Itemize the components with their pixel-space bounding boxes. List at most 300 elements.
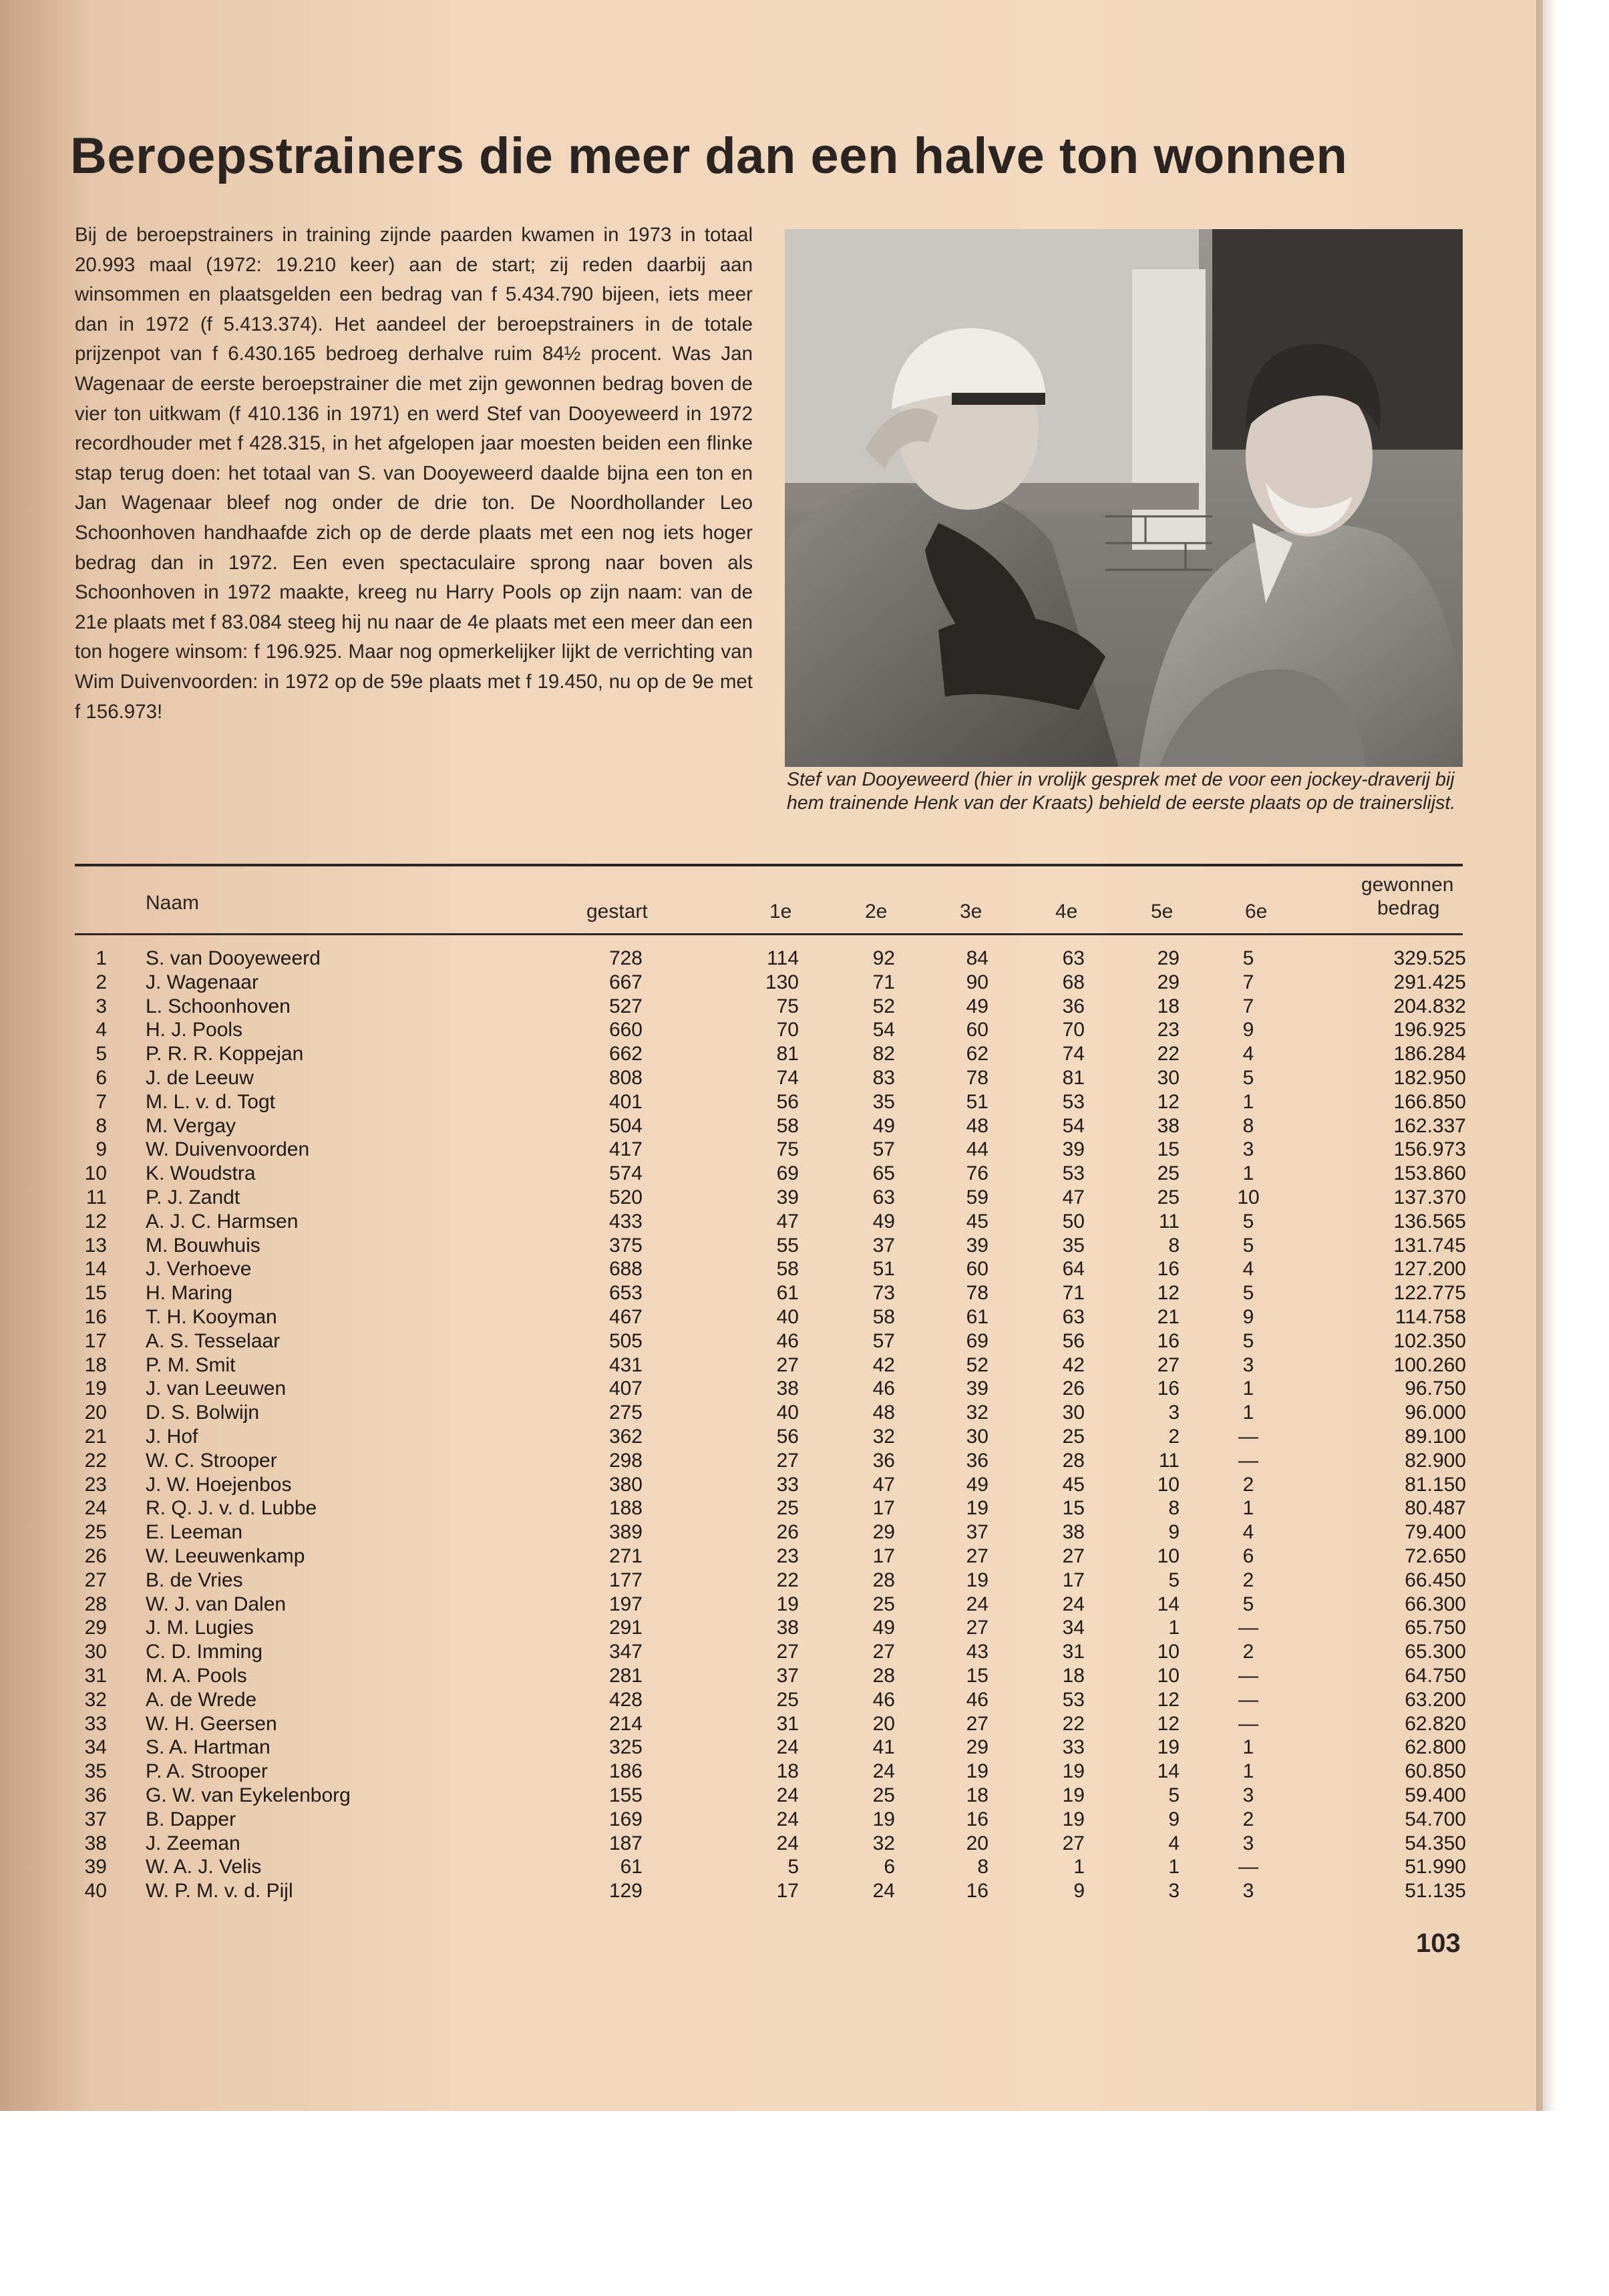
fourth-place-cell: 27 (1062, 1832, 1085, 1854)
amount-cell: 196.925 (1393, 1019, 1466, 1041)
name-cell: M. Bouwhuis (146, 1234, 260, 1257)
third-place-cell: 69 (966, 1329, 989, 1352)
first-place-cell: 19 (776, 1593, 799, 1615)
gestart-cell: 187 (608, 1832, 643, 1854)
header-6e: 6e (1245, 900, 1268, 923)
third-place-cell: 16 (966, 1808, 989, 1830)
table-row (0, 1115, 1543, 1139)
fourth-place-cell: 25 (1062, 1426, 1085, 1448)
first-place-cell: 23 (776, 1545, 799, 1567)
name-cell: B. de Vries (146, 1569, 243, 1591)
sixth-place-cell: 8 (1242, 1114, 1254, 1137)
sixth-place-cell: 1 (1242, 1736, 1254, 1759)
first-place-cell: 24 (776, 1736, 799, 1759)
amount-cell: 131.745 (1393, 1234, 1466, 1257)
gestart-cell: 527 (608, 995, 643, 1017)
third-place-cell: 51 (966, 1090, 989, 1113)
gestart-cell: 214 (608, 1712, 643, 1735)
fourth-place-cell: 38 (1062, 1521, 1085, 1544)
sixth-place-cell: 6 (1242, 1545, 1254, 1567)
second-place-cell: 19 (872, 1808, 895, 1830)
fifth-place-cell: 19 (1157, 1736, 1180, 1759)
second-place-cell: 35 (872, 1090, 895, 1113)
amount-cell: 122.775 (1393, 1282, 1466, 1305)
fifth-place-cell: 11 (1158, 1210, 1180, 1233)
fourth-place-cell: 45 (1062, 1473, 1085, 1496)
fourth-place-cell: 39 (1062, 1138, 1085, 1161)
first-place-cell: 24 (776, 1784, 799, 1806)
second-place-cell: 20 (872, 1712, 895, 1735)
gestart-cell: 281 (608, 1665, 643, 1687)
rank-cell: 15 (84, 1282, 107, 1305)
fourth-place-cell: 35 (1062, 1234, 1085, 1257)
table-row (0, 1258, 1543, 1282)
fourth-place-cell: 70 (1062, 1019, 1085, 1041)
fifth-place-cell: 23 (1157, 1019, 1180, 1041)
fourth-place-cell: 19 (1062, 1784, 1085, 1806)
name-cell: M. A. Pools (146, 1665, 247, 1687)
second-place-cell: 65 (872, 1162, 895, 1185)
fifth-place-cell: 14 (1157, 1760, 1180, 1783)
table-row (0, 1091, 1543, 1115)
rank-cell: 10 (84, 1162, 107, 1185)
second-place-cell: 49 (872, 1210, 895, 1233)
fourth-place-cell: 15 (1062, 1497, 1085, 1520)
amount-cell: 89.100 (1405, 1426, 1466, 1448)
fourth-place-cell: 54 (1062, 1114, 1085, 1137)
second-place-cell: 48 (872, 1402, 895, 1424)
fourth-place-cell: 31 (1062, 1641, 1085, 1663)
gestart-cell: 375 (608, 1234, 643, 1257)
first-place-cell: 25 (776, 1688, 799, 1711)
second-place-cell: 46 (872, 1688, 895, 1711)
amount-cell: 102.350 (1393, 1329, 1466, 1352)
sixth-place-cell: 5 (1242, 1210, 1254, 1233)
fifth-place-cell: 8 (1168, 1497, 1180, 1520)
sixth-place-cell: — (1238, 1426, 1258, 1448)
gestart-cell: 291 (608, 1617, 643, 1639)
amount-cell: 96.000 (1405, 1402, 1466, 1424)
gestart-cell: 129 (608, 1880, 643, 1903)
first-place-cell: 75 (776, 995, 799, 1017)
name-cell: P. J. Zandt (146, 1186, 240, 1208)
name-cell: P. A. Strooper (146, 1760, 268, 1783)
amount-cell: 65.300 (1405, 1641, 1466, 1663)
sixth-place-cell: 9 (1242, 1306, 1254, 1328)
second-place-cell: 6 (884, 1856, 895, 1878)
sixth-place-cell: 5 (1242, 947, 1254, 969)
second-place-cell: 57 (872, 1138, 895, 1161)
amount-cell: 100.260 (1393, 1353, 1466, 1376)
third-place-cell: 39 (966, 1377, 989, 1400)
sixth-place-cell: — (1238, 1856, 1258, 1878)
name-cell: J. Zeeman (146, 1832, 240, 1854)
fifth-place-cell: 10 (1157, 1665, 1180, 1687)
second-place-cell: 25 (872, 1593, 895, 1615)
third-place-cell: 19 (966, 1497, 989, 1520)
table-row (0, 1306, 1543, 1330)
fourth-place-cell: 42 (1062, 1353, 1085, 1376)
sixth-place-cell: 1 (1242, 1402, 1254, 1424)
sixth-place-cell: 3 (1242, 1784, 1254, 1806)
name-cell: W. J. van Dalen (146, 1593, 287, 1615)
gestart-cell: 431 (608, 1353, 643, 1376)
second-place-cell: 83 (872, 1067, 895, 1089)
first-place-cell: 18 (776, 1760, 799, 1783)
header-bedrag-line2: bedrag (1377, 897, 1440, 919)
sixth-place-cell: 4 (1242, 1043, 1254, 1065)
table-row (0, 1832, 1543, 1856)
rank-cell: 17 (84, 1329, 107, 1352)
second-place-cell: 71 (872, 971, 895, 993)
rank-cell: 37 (84, 1808, 107, 1830)
second-place-cell: 92 (872, 947, 895, 969)
third-place-cell: 15 (966, 1665, 989, 1687)
rank-cell: 27 (84, 1569, 107, 1591)
fifth-place-cell: 14 (1157, 1593, 1180, 1615)
amount-cell: 64.750 (1405, 1665, 1466, 1687)
second-place-cell: 54 (872, 1019, 895, 1041)
sixth-place-cell: 2 (1242, 1641, 1254, 1663)
name-cell: T. H. Kooyman (146, 1306, 277, 1328)
rank-cell: 23 (84, 1473, 107, 1496)
name-cell: M. Vergay (146, 1114, 236, 1137)
first-place-cell: 26 (776, 1521, 799, 1544)
rank-cell: 7 (96, 1090, 107, 1113)
amount-cell: 96.750 (1405, 1377, 1466, 1400)
amount-cell: 65.750 (1405, 1617, 1466, 1639)
fourth-place-cell: 1 (1073, 1856, 1085, 1878)
table-row (0, 995, 1543, 1019)
third-place-cell: 46 (966, 1688, 989, 1711)
fifth-place-cell: 1 (1168, 1856, 1180, 1878)
third-place-cell: 18 (966, 1784, 989, 1806)
third-place-cell: 32 (966, 1402, 989, 1424)
name-cell: J. Wagenaar (146, 971, 258, 993)
name-cell: S. van Dooyeweerd (146, 947, 321, 969)
rank-cell: 6 (96, 1067, 107, 1089)
table-row (0, 1593, 1543, 1617)
table-row (0, 1402, 1543, 1426)
gestart-cell: 271 (608, 1545, 643, 1567)
second-place-cell: 28 (872, 1665, 895, 1687)
gestart-cell: 347 (608, 1641, 643, 1663)
gestart-cell: 275 (608, 1402, 643, 1424)
sixth-place-cell: 9 (1242, 1019, 1254, 1041)
fifth-place-cell: 16 (1157, 1258, 1180, 1281)
fifth-place-cell: 12 (1157, 1090, 1180, 1113)
first-place-cell: 69 (776, 1162, 799, 1185)
table-row (0, 1808, 1543, 1832)
second-place-cell: 51 (872, 1258, 895, 1281)
table-row (0, 1880, 1543, 1904)
amount-cell: 127.200 (1393, 1258, 1466, 1281)
first-place-cell: 56 (776, 1426, 799, 1448)
first-place-cell: 75 (776, 1138, 799, 1161)
name-cell: K. Woudstra (146, 1162, 256, 1185)
photo-caption: Stef van Dooyeweerd (hier in vrolijk gesprek met de voor een jockey-draverij bij hem trainende Henk van der Kraats) behield de eerste plaats op de trainerslijst. (787, 769, 1456, 814)
header-4e: 4e (1055, 900, 1078, 923)
amount-cell: 156.973 (1393, 1138, 1466, 1161)
rank-cell: 35 (84, 1760, 107, 1783)
fifth-place-cell: 5 (1168, 1569, 1180, 1591)
first-place-cell: 31 (776, 1712, 799, 1735)
fourth-place-cell: 63 (1062, 947, 1085, 969)
gestart-cell: 808 (608, 1067, 643, 1089)
name-cell: A. S. Tesselaar (146, 1329, 281, 1352)
second-place-cell: 57 (872, 1329, 895, 1352)
name-cell: J. de Leeuw (146, 1067, 254, 1089)
fourth-place-cell: 34 (1062, 1617, 1085, 1639)
rank-cell: 16 (84, 1306, 107, 1328)
gestart-cell: 433 (608, 1210, 643, 1233)
rank-cell: 9 (96, 1138, 107, 1161)
amount-cell: 153.860 (1393, 1162, 1466, 1185)
fifth-place-cell: 12 (1157, 1688, 1180, 1711)
first-place-cell: 38 (776, 1377, 799, 1400)
first-place-cell: 58 (776, 1258, 799, 1281)
sixth-place-cell: — (1238, 1665, 1258, 1687)
name-cell: E. Leeman (146, 1521, 243, 1544)
gestart-cell: 197 (608, 1593, 643, 1615)
third-place-cell: 60 (966, 1258, 989, 1281)
amount-cell: 51.135 (1405, 1880, 1466, 1903)
table-row (0, 1162, 1543, 1186)
third-place-cell: 30 (966, 1426, 989, 1448)
second-place-cell: 37 (872, 1234, 895, 1257)
second-place-cell: 17 (872, 1497, 895, 1520)
amount-cell: 186.284 (1393, 1043, 1466, 1065)
second-place-cell: 24 (872, 1760, 895, 1783)
table-row (0, 1426, 1543, 1450)
table-row (0, 1186, 1543, 1210)
third-place-cell: 37 (966, 1521, 989, 1544)
gestart-cell: 467 (608, 1306, 643, 1328)
third-place-cell: 59 (966, 1186, 989, 1208)
third-place-cell: 27 (966, 1617, 989, 1639)
first-place-cell: 40 (776, 1306, 799, 1328)
rank-cell: 38 (84, 1832, 107, 1854)
rank-cell: 12 (84, 1210, 107, 1233)
gestart-cell: 662 (608, 1043, 643, 1065)
sixth-place-cell: 2 (1242, 1808, 1254, 1830)
fifth-place-cell: 27 (1157, 1353, 1180, 1376)
table-row (0, 1235, 1543, 1259)
first-place-cell: 27 (776, 1353, 799, 1376)
fourth-place-cell: 68 (1062, 971, 1085, 993)
name-cell: J. van Leeuwen (146, 1377, 287, 1400)
amount-cell: 60.850 (1405, 1760, 1466, 1783)
amount-cell: 166.850 (1393, 1090, 1466, 1113)
amount-cell: 66.300 (1405, 1593, 1466, 1615)
third-place-cell: 78 (966, 1067, 989, 1089)
header-gestart: gestart (586, 900, 648, 923)
fourth-place-cell: 53 (1062, 1162, 1085, 1185)
sixth-place-cell: 7 (1242, 995, 1254, 1017)
second-place-cell: 25 (872, 1784, 895, 1806)
photo-trainers (785, 229, 1463, 767)
gestart-cell: 362 (608, 1426, 643, 1448)
table-row (0, 947, 1543, 971)
sixth-place-cell: 5 (1242, 1329, 1254, 1352)
intro-paragraph: Bij de beroepstrainers in training zijnde paarden kwamen in 1973 in totaal 20.993 maal (1972: 19.210 keer) aan de start; zij reden daarbij aan winsommen en plaatsgelden een bedrag van f 5.434.790 bijeen, iets meer dan in 1972 (f 5.413.374). Het aandeel der beroepstrainers in de totale prijzenpot van f 6.430.165 bedroeg derhalve ruim 84½ procent. Was Jan Wagenaar de eerste beroepstrainer die met zijn gewonnen bedrag boven de vier ton uitkwam (f 410.136 in 1971) en werd Stef van Dooyeweerd in 1972 recordhouder met f 428.315, in het afgelopen jaar moesten beiden een flinke stap terug doen: het totaal van S. van Dooyeweerd daalde bijna een ton en Jan Wagenaar bleef nog onder de drie ton. De Noordhollander Leo Schoonhoven handhaafde zich op de derde plaats met een nog iets hoger bedrag dan in 1972. Een even spectaculaire sprong naar boven als Schoonhoven in 1972 maakte, kreeg nu Harry Pools op zijn naam: van de 21e plaats met f 83.084 steeg hij nu naar de 4e plaats met een meer dan een ton hogere winsom: f 196.925. Maar nog opmerkelijker lijkt de verrichting van Wim Duivenvoorden: in 1972 op de 59e plaats met f 19.450, nu op de 9e met f 156.973! (75, 224, 753, 723)
fourth-place-cell: 74 (1062, 1043, 1085, 1065)
name-cell: J. Verhoeve (146, 1258, 252, 1281)
fifth-place-cell: 22 (1157, 1043, 1180, 1065)
table-row (0, 1713, 1543, 1737)
gestart-cell: 728 (608, 947, 643, 969)
amount-cell: 136.565 (1393, 1210, 1466, 1233)
amount-cell: 82.900 (1405, 1449, 1466, 1472)
fourth-place-cell: 30 (1062, 1402, 1085, 1424)
second-place-cell: 32 (872, 1426, 895, 1448)
article-title: Beroepstrainers die meer dan een halve ton wonnen (70, 128, 1348, 184)
header-1e: 1e (769, 900, 792, 923)
third-place-cell: 19 (966, 1760, 989, 1783)
fifth-place-cell: 1 (1168, 1617, 1180, 1639)
rank-cell: 30 (84, 1641, 107, 1663)
name-cell: W. P. M. v. d. Pijl (146, 1880, 293, 1903)
first-place-cell: 33 (776, 1473, 799, 1496)
sixth-place-cell: 7 (1242, 971, 1254, 993)
name-cell: S. A. Hartman (146, 1736, 271, 1759)
second-place-cell: 82 (872, 1043, 895, 1065)
gestart-cell: 61 (620, 1856, 643, 1878)
name-cell: W. Duivenvoorden (146, 1138, 310, 1161)
gestart-cell: 186 (608, 1760, 643, 1783)
fourth-place-cell: 50 (1062, 1210, 1085, 1233)
first-place-cell: 24 (776, 1808, 799, 1830)
gestart-cell: 417 (608, 1138, 643, 1161)
sixth-place-cell: — (1238, 1617, 1258, 1639)
table-row (0, 1450, 1543, 1474)
second-place-cell: 41 (872, 1736, 895, 1759)
sixth-place-cell: — (1238, 1712, 1258, 1735)
name-cell: H. Maring (146, 1282, 233, 1305)
gestart-cell: 653 (608, 1282, 643, 1305)
gestart-cell: 401 (608, 1090, 643, 1113)
first-place-cell: 46 (776, 1329, 799, 1352)
first-place-cell: 27 (776, 1449, 799, 1472)
fourth-place-cell: 64 (1062, 1258, 1085, 1281)
sixth-place-cell: 3 (1242, 1138, 1254, 1161)
name-cell: R. Q. J. v. d. Lubbe (146, 1497, 317, 1520)
third-place-cell: 19 (966, 1569, 989, 1591)
name-cell: G. W. van Eykelenborg (146, 1784, 351, 1806)
table-row (0, 1138, 1543, 1162)
fourth-place-cell: 71 (1062, 1282, 1085, 1305)
fourth-place-cell: 27 (1062, 1545, 1085, 1567)
table-row (0, 1689, 1543, 1713)
sixth-place-cell: 5 (1242, 1067, 1254, 1089)
name-cell: A. J. C. Harmsen (146, 1210, 299, 1233)
third-place-cell: 78 (966, 1282, 989, 1305)
rank-cell: 3 (96, 995, 107, 1017)
third-place-cell: 61 (966, 1306, 989, 1328)
first-place-cell: 70 (776, 1019, 799, 1041)
fifth-place-cell: 12 (1157, 1282, 1180, 1305)
third-place-cell: 45 (966, 1210, 989, 1233)
first-place-cell: 81 (776, 1043, 799, 1065)
rank-cell: 18 (84, 1353, 107, 1376)
table-row (0, 1377, 1543, 1402)
table-row (0, 1856, 1543, 1880)
third-place-cell: 39 (966, 1234, 989, 1257)
rank-cell: 25 (84, 1521, 107, 1544)
third-place-cell: 90 (966, 971, 989, 993)
amount-cell: 72.650 (1405, 1545, 1466, 1567)
fifth-place-cell: 4 (1168, 1832, 1180, 1854)
amount-cell: 63.200 (1405, 1688, 1466, 1711)
amount-cell: 59.400 (1405, 1784, 1466, 1806)
fifth-place-cell: 10 (1157, 1545, 1180, 1567)
third-place-cell: 43 (966, 1641, 989, 1663)
third-place-cell: 60 (966, 1019, 989, 1041)
gestart-cell: 380 (608, 1473, 643, 1496)
table-row (0, 1497, 1543, 1521)
third-place-cell: 36 (966, 1449, 989, 1472)
sixth-place-cell: — (1238, 1688, 1258, 1711)
first-place-cell: 61 (776, 1282, 799, 1305)
first-place-cell: 37 (776, 1665, 799, 1687)
third-place-cell: 49 (966, 995, 989, 1017)
fifth-place-cell: 38 (1157, 1114, 1180, 1137)
first-place-cell: 27 (776, 1641, 799, 1663)
name-cell: W. C. Strooper (146, 1449, 277, 1472)
table-rule-header (75, 933, 1463, 935)
header-2e: 2e (865, 900, 888, 923)
rank-cell: 32 (84, 1688, 107, 1711)
fourth-place-cell: 26 (1062, 1377, 1085, 1400)
rank-cell: 36 (84, 1784, 107, 1806)
sixth-place-cell: 3 (1242, 1353, 1254, 1376)
fifth-place-cell: 29 (1157, 971, 1180, 993)
third-place-cell: 52 (966, 1353, 989, 1376)
amount-cell: 204.832 (1393, 995, 1466, 1017)
amount-cell: 54.350 (1405, 1832, 1466, 1854)
first-place-cell: 40 (776, 1402, 799, 1424)
fourth-place-cell: 81 (1062, 1067, 1085, 1089)
fourth-place-cell: 63 (1062, 1306, 1085, 1328)
gestart-cell: 428 (608, 1688, 643, 1711)
sixth-place-cell: 10 (1237, 1186, 1260, 1208)
gestart-cell: 169 (608, 1808, 643, 1830)
rank-cell: 4 (96, 1019, 107, 1041)
first-place-cell: 114 (767, 947, 799, 969)
second-place-cell: 42 (872, 1353, 895, 1376)
rank-cell: 31 (84, 1665, 107, 1687)
table-row (0, 1569, 1543, 1593)
second-place-cell: 29 (872, 1521, 895, 1544)
sixth-place-cell: 5 (1242, 1593, 1254, 1615)
rank-cell: 28 (84, 1593, 107, 1615)
name-cell: C. D. Imming (146, 1641, 263, 1663)
fifth-place-cell: 2 (1168, 1426, 1180, 1448)
gestart-cell: 574 (608, 1162, 643, 1185)
sixth-place-cell: 4 (1242, 1521, 1254, 1544)
gestart-cell: 688 (608, 1258, 643, 1281)
fourth-place-cell: 19 (1062, 1808, 1085, 1830)
second-place-cell: 36 (872, 1449, 895, 1472)
rank-cell: 24 (84, 1497, 107, 1520)
fifth-place-cell: 16 (1157, 1377, 1180, 1400)
table-row (0, 1043, 1543, 1067)
table-row (0, 971, 1543, 995)
first-place-cell: 56 (776, 1090, 799, 1113)
table-rule-top (75, 864, 1463, 866)
third-place-cell: 27 (966, 1545, 989, 1567)
table-row (0, 1665, 1543, 1689)
